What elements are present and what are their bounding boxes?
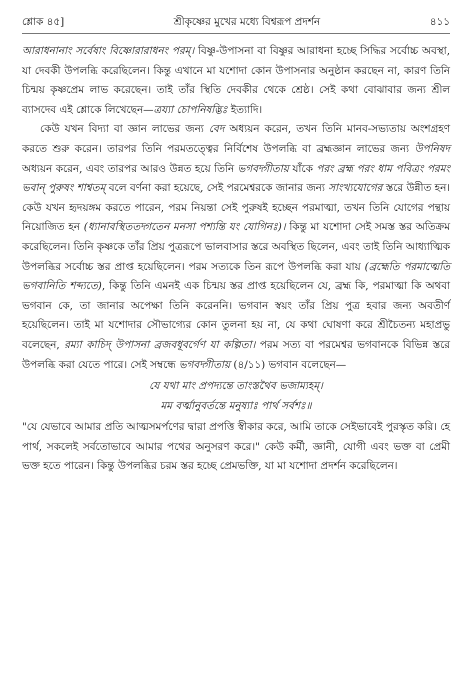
scripture-name: উপনিষদ	[414, 142, 450, 155]
sanskrit-quote: (ব্রহ্মেতি পরমাত্মেতি ভগবানিতি শব্দ্যতে)	[22, 260, 450, 293]
sanskrit-quote: ত্রয্যা চোপনিষদ্ভিঃ	[153, 103, 228, 116]
sanskrit-quote: (ধ্যানাবস্থিততদ্গতেন মনসা পশ্যন্তি যং যোগিনঃ)।	[83, 221, 286, 234]
page-body	[22, 42, 450, 477]
paragraph-text: অধ্যয়ন করেন, তখন তিনি মানব-সভ্যতায় অংশগ্রহণ করতে শুরু করেন। তারপর তিনি পরমতত্ত্বের নির্বিশেষ উপলব্ধি বা ব্রহ্মজ্ঞান লাভের জন্য	[22, 123, 450, 155]
chapter-title: শ্রীকৃষ্ণের মুখের মধ্যে বিশ্বরূপ প্রদর্শন	[173, 16, 321, 28]
paragraph-text: অধ্যয়ন করেন, এবং তারপর আরও উন্নত হয়ে তিনি	[22, 162, 238, 175]
scripture-name: সাংখ্যযোগের	[328, 182, 383, 195]
sanskrit-quote: রম্যা কাচিদ্ উপাসনা ব্রজবধূবর্গেণ যা কল্পিতা।	[64, 338, 256, 351]
scripture-name: ভগবদ্গীতায়	[237, 162, 289, 175]
scripture-name: বেদ	[208, 123, 225, 136]
paragraph-text: (৪/১১) ভগবান বলেছেন—	[230, 358, 347, 371]
paragraph-text: ইত্যাদি।	[227, 103, 263, 116]
book-page	[22, 14, 450, 477]
verse-translation: "যে যেভাবে আমার প্রতি আত্মসমর্পণের দ্বারা প্রপত্তি স্বীকার করে, আমি তাকে সেইভাবেই পুরস্কৃত করি। হে পার্থ, সকলেই সর্বতোভাবে আমার পথের অনুসরণ করে।"	[22, 421, 450, 453]
paragraph-text: বিষ্ণু-উপাসনা বা বিষ্ণুর আরাধনা হচ্ছে সিদ্ধির সর্বোচ্চ অবস্থা, যা দেবকী উপলব্ধি করেছিলেন। কিন্তু এখানে মা যশোদা কোন উপাসনার অনুষ্ঠান করছেন না, কারণ তিনি চিন্ময় কৃষ্ণপ্রেম লাভ করেছেন। তাই তাঁর স্থিতি দেবকীর থেকে শ্রেষ্ঠ। সেই কথা বোঝাবার জন্য শ্রীল ব্যাসদেব এই শ্লোকে লিখেছেন—	[22, 45, 450, 116]
paragraph	[22, 42, 450, 120]
paragraph-text: পরম সত্য বা পরমেশ্বর ভগবানকে বিভিন্ন স্তরে উপলব্ধি করা যেতে পারে। সেই সম্বন্ধে	[22, 338, 450, 371]
paragraph-text: কেউ কর্মী, জ্ঞানী, যোগী এবং ভক্ত বা প্রেমী ভক্ত হতে পারেন। কিন্তু উপলব্ধির চরম স্তর হচ্ছে প্রেমভক্তি, যা মা যশোদা প্রদর্শন করেছিলেন।	[22, 440, 450, 473]
paragraph-text: , কিন্তু তিনি এমনই এক চিন্ময় স্তর প্রাপ্ত হয়েছিলেন যে, ব্রহ্ম কি, পরমাত্মা কি অথবা ভগবান কে, তা জানার অপেক্ষা তিনি করেননি। ভগবান স্বয়ং তাঁর প্রিয় পুত্র হবার জন্য অবতীর্ণ হয়েছিলেন। তাই মা যশোদার সৌভাগ্যের কোন তুলনা হয় না, যে কথা ঘোষণা করে শ্রীচৈতন্য মহাপ্রভু বলেছেন,	[22, 280, 451, 351]
verse-reference: শ্লোক ৪৫]	[22, 16, 65, 28]
scripture-name: ভগবদ্গীতায়	[178, 358, 231, 371]
page-header	[22, 14, 450, 34]
paragraph	[22, 418, 450, 477]
verse-block	[22, 377, 450, 416]
sanskrit-quote: পরং ব্রহ্ম পরং ধাম পবিত্রং পরমং ভবান্ পুরুষং শাশ্বতম্	[22, 162, 450, 195]
paragraph-text: বলে বর্ণনা করা হয়েছে, সেই পরমেশ্বরকে জানার জন্য	[105, 182, 329, 195]
paragraph	[22, 120, 450, 375]
paragraph-text: স্তরে উন্নীত হন। কেউ যখন হৃদয়ঙ্গম করতে পারেন, পরম নিয়ন্তা সেই পুরুষই হচ্ছেন পরমাত্মা, তখন তিনি যোগের পন্থায় নিয়োজিত হন	[22, 182, 450, 234]
verse-line: মম বর্ত্মানুবর্তন্তে মনুষ্যাঃ পার্থ সর্বশঃ॥	[160, 399, 312, 412]
paragraph-text: কিন্তু মা যশোদা সেই সমস্ত স্তর অতিক্রম করেছিলেন। তিনি কৃষ্ণকে তাঁর প্রিয় পুত্ররূপে ভালবাসার স্তরে অবস্থিত ছিলেন, এবং তাই তিনি আধ্যাত্মিক উপলব্ধির সর্বোচ্চ স্তর প্রাপ্ত হয়েছিলেন। পরম সত্যকে তিন রূপে উপলব্ধি করা যায়	[22, 221, 450, 273]
verse-line: যে যথা মাং প্রপদ্যন্তে তাংস্তথৈব ভজাম্যহম্।	[149, 380, 323, 393]
sanskrit-quote: আরাধনানাং সর্বেষাং বিষ্ণোরারাধনং পরম্।	[22, 45, 195, 57]
paragraph-text: যাঁকে	[288, 162, 317, 175]
paragraph-text: কেউ যখন বিদ্যা বা জ্ঞান লাভের জন্য	[40, 123, 209, 136]
page-number: ৪১১	[429, 16, 450, 28]
